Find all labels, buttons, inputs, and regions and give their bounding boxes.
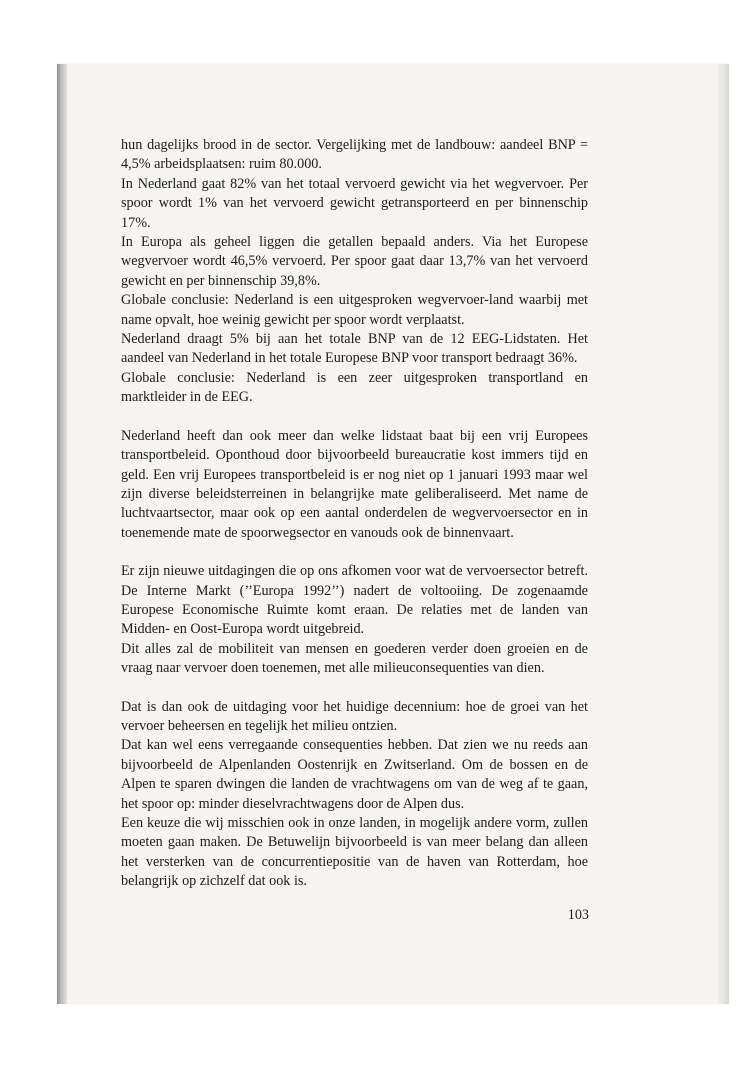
paragraph: Globale conclusie: Nederland is een zeer uitgesproken transportland en marktleider in de EEG. xyxy=(121,369,588,406)
paragraph: Dat kan wel eens verregaande consequenties hebben. Dat zien we nu reeds aan bijvoorbeeld de Alpenlanden Oostenrijk en Zwitserland. Om de bossen en de Alpen te sparen dwingen die landen de vrachtwagens om van de weg af te gaan, het spoor op: minder dieselvrachtwagens door de Alpen dus. xyxy=(121,737,588,812)
book-spine-shadow xyxy=(57,64,67,1004)
paragraph-gap xyxy=(121,408,588,427)
paragraph: In Europa als geheel liggen die getallen bepaald anders. Via het Europese wegvervoer wordt 46,5% vervoerd. Per spoor gaat daar 13,7% van het vervoerd gewicht en per binnenschip 39,8%. xyxy=(121,234,588,289)
paragraph: Dit alles zal de mobiliteit van mensen en goederen verder doen groeien en de vraag naar vervoer doen toenemen, met alle milieuconsequenties van dien. xyxy=(121,640,588,677)
paragraph: Globale conclusie: Nederland is een uitgesproken wegvervoer-land waarbij met name opvalt, hoe weinig gewicht per spoor wordt verplaatst. xyxy=(121,292,588,328)
paragraph: Er zijn nieuwe uitdagingen die op ons afkomen voor wat de vervoersector betreft. De Interne Markt (’’Europa 1992’’) nadert de voltooiing. De zogenaamde Europese Economische Ruimte komt eraan. De relaties met de landen van Midden- en Oost-Europa wordt uitgebreid. xyxy=(121,563,588,638)
body-text xyxy=(121,136,588,892)
paragraph: hun dagelijks brood in de sector. Vergelijking met de landbouw: aandeel BNP = 4,5% arbeidsplaatsen: ruim 80.000. xyxy=(121,137,588,173)
paragraph-gap xyxy=(121,679,588,698)
page-number: 103 xyxy=(567,907,589,923)
paragraph: Nederland heeft dan ook meer dan welke lidstaat baat bij een vrij Europees transportbeleid. Oponthoud door bijvoorbeeld bureaucratie kost immers tijd en geld. Een vrij Europees transportbeleid is er nog niet op 1 januari 1993 maar wel zijn diverse beleidsterreinen in belangrijke mate geliberaliseerd. Met name de luchtvaartsector, maar ook op een aantal onderdelen de wegvervoersector en in toenemende mate de spoorwegsector en vanouds ook de binnenvaart. xyxy=(121,427,588,541)
paragraph: Een keuze die wij misschien ook in onze landen, in mogelijk andere vorm, zullen moeten gaan maken. De Betuwelijn bijvoorbeeld is van meer belang dan alleen het versterken van de concurrentiepositie van de haven van Rotterdam, hoe belangrijk op zichzelf dat ook is. xyxy=(121,815,588,890)
paragraph: In Nederland gaat 82% van het totaal vervoerd gewicht via het wegvervoer. Per spoor wordt 1% van het vervoerd gewicht getransporteerd en per binnenschip 17%. xyxy=(121,175,588,231)
paragraph: Nederland draagt 5% bij aan het totale BNP van de 12 EEG-Lidstaten. Het aandeel van Nederland in het totale Europese BNP voor transport bedraagt 36%. xyxy=(121,331,588,367)
paragraph: Dat is dan ook de uitdaging voor het huidige decennium: hoe de groei van het vervoer beheersen en tegelijk het milieu ontzien. xyxy=(121,698,588,734)
paragraph-gap xyxy=(121,543,588,562)
page-edge xyxy=(718,64,729,1004)
